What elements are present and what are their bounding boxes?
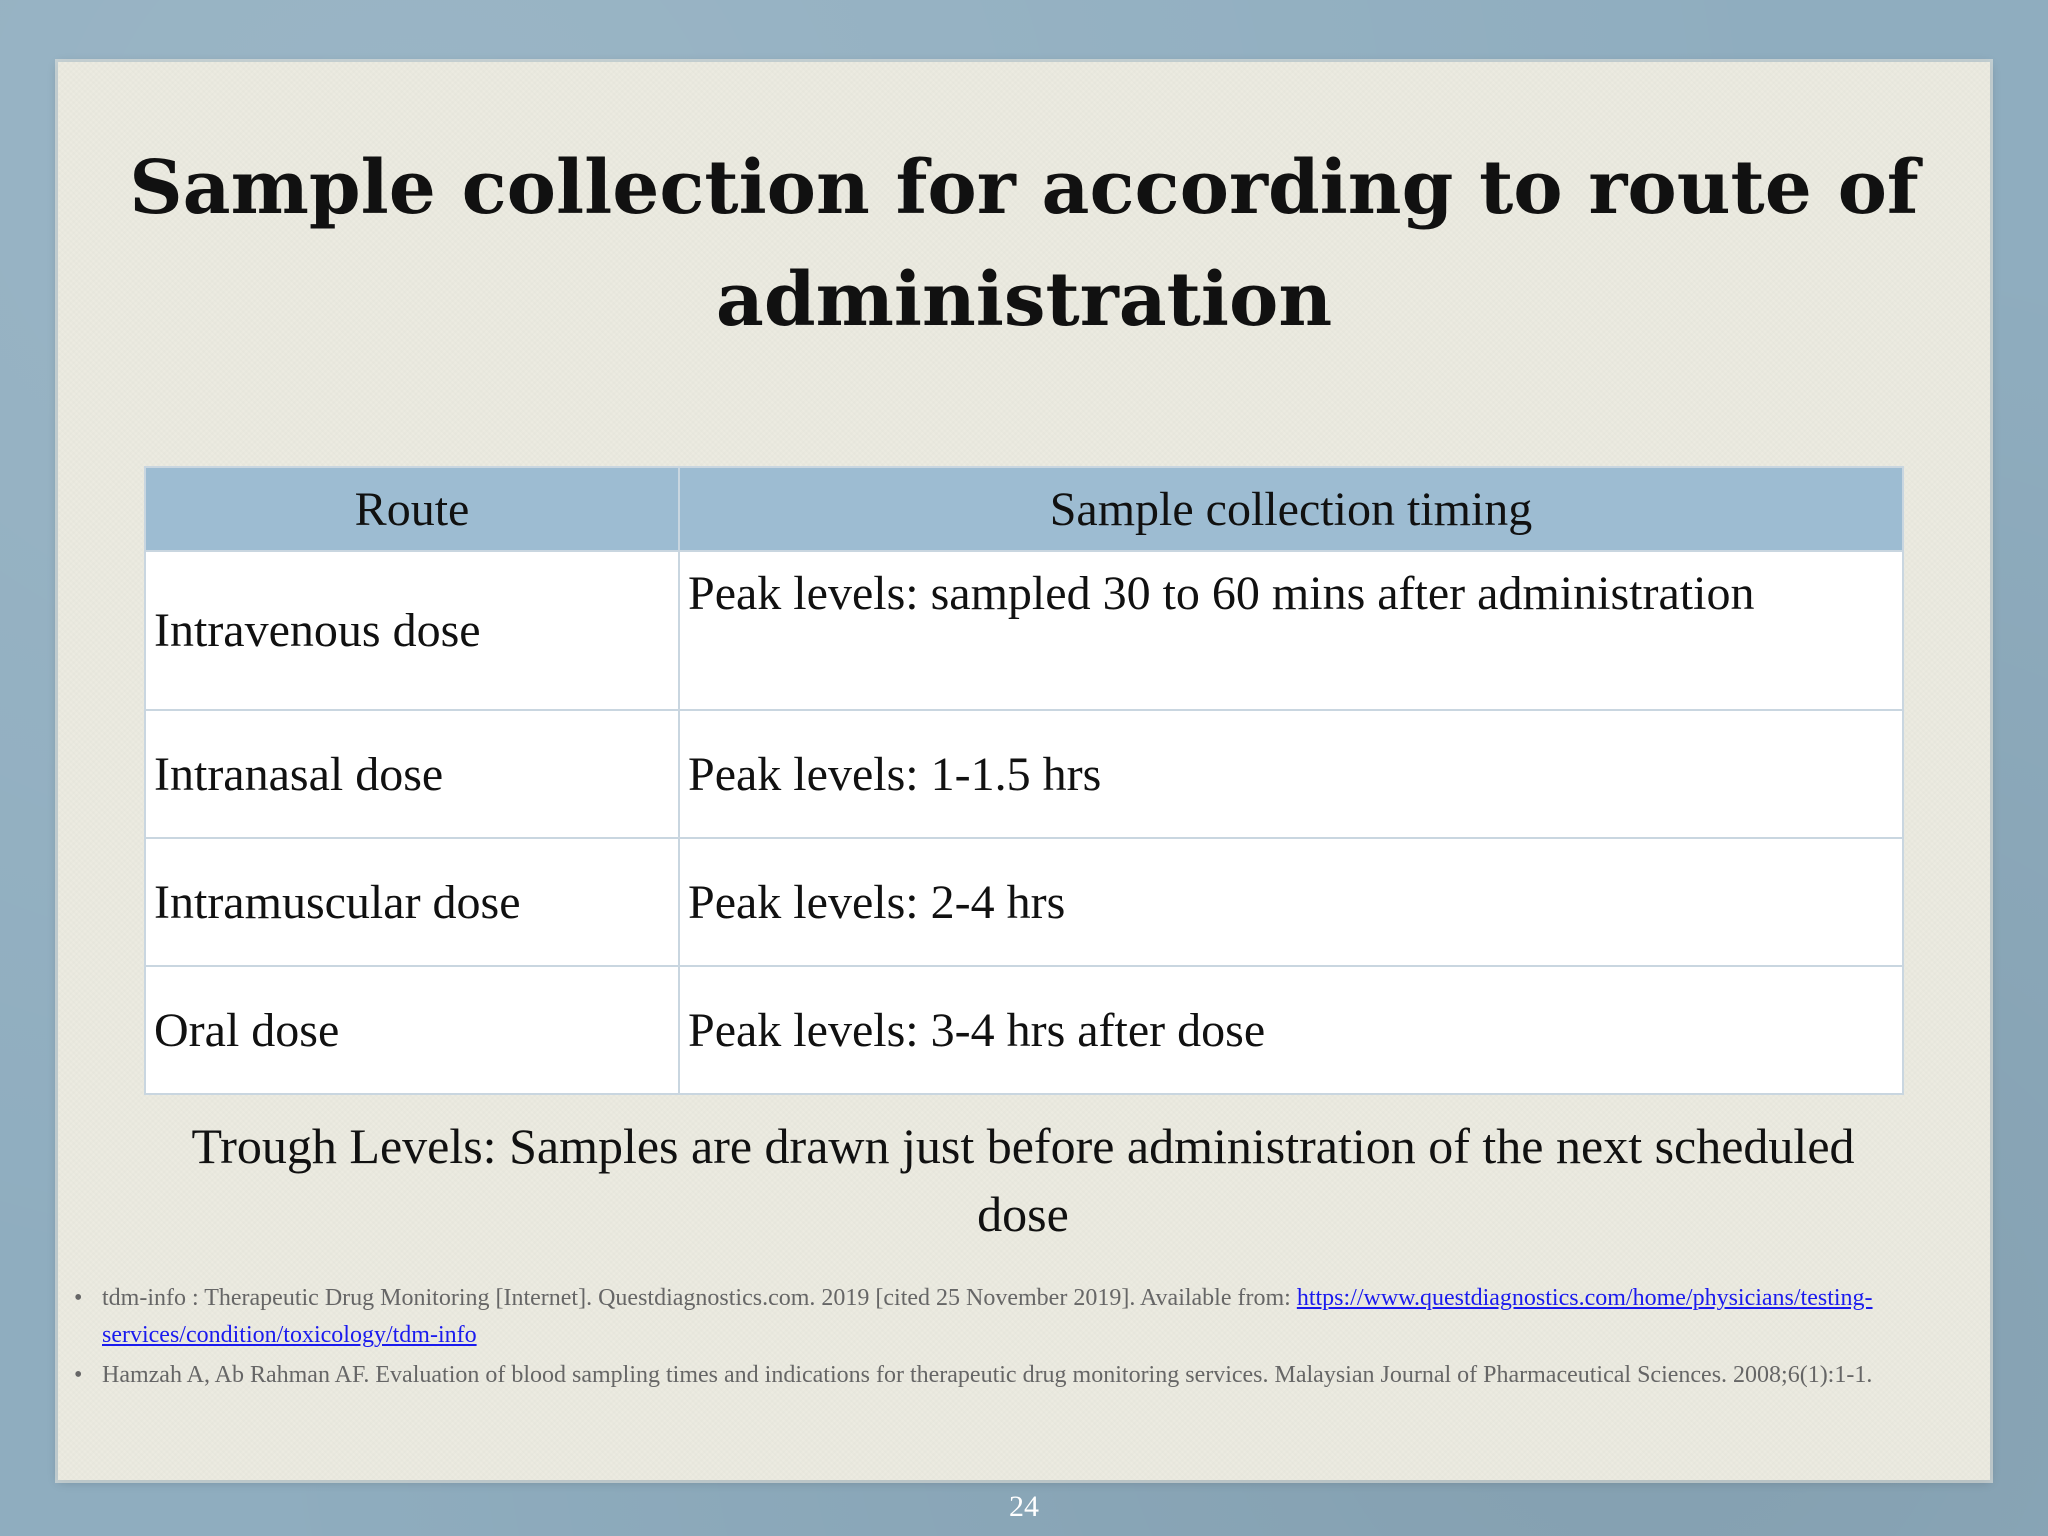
slide-title: Sample collection for according to route of administration <box>129 145 1919 343</box>
table-row <box>145 710 1903 838</box>
route-cell: Intramuscular dose <box>145 838 679 966</box>
timing-cell: Peak levels: 2-4 hrs <box>679 838 1903 966</box>
reference-item <box>72 1280 1952 1354</box>
reference-text: Hamzah A, Ab Rahman AF. Evaluation of blood sampling times and indications for therapeutic drug monitoring services. Malaysian Journal of Pharmaceutical Sciences. 2008;6(1):1-1. <box>102 1362 1873 1388</box>
timing-cell: Peak levels: 1-1.5 hrs <box>679 710 1903 838</box>
trough-levels-note: Trough Levels: Samples are drawn just before administration of the next scheduled dose <box>191 1118 1855 1242</box>
route-cell: Oral dose <box>145 966 679 1094</box>
bullet-icon: • <box>74 1362 83 1388</box>
table-row <box>145 838 1903 966</box>
column-header-route: Route <box>145 467 679 551</box>
table-row <box>145 551 1903 710</box>
route-cell: Intravenous dose <box>145 551 679 710</box>
page-number: 24 <box>1009 1490 1039 1523</box>
bullet-icon: • <box>74 1285 83 1311</box>
column-header-timing: Sample collection timing <box>679 467 1903 551</box>
reference-link[interactable]: https://www.questdiagnostics.com/home/physicians/testing-services/condition/toxicology/tdm-info <box>102 1285 1873 1348</box>
table-header-row <box>145 467 1903 551</box>
timing-cell: Peak levels: sampled 30 to 60 mins after administration <box>679 551 1903 710</box>
reference-item <box>72 1357 1952 1394</box>
slide-paper <box>58 62 1990 1480</box>
route-timing-table <box>144 466 1904 1095</box>
references-list <box>72 1280 1952 1397</box>
table-row <box>145 966 1903 1094</box>
reference-text: tdm-info : Therapeutic Drug Monitoring [Internet]. Questdiagnostics.com. 2019 [cited 25 November 2019]. Available from: <box>102 1285 1297 1311</box>
timing-cell: Peak levels: 3-4 hrs after dose <box>679 966 1903 1094</box>
route-cell: Intranasal dose <box>145 710 679 838</box>
